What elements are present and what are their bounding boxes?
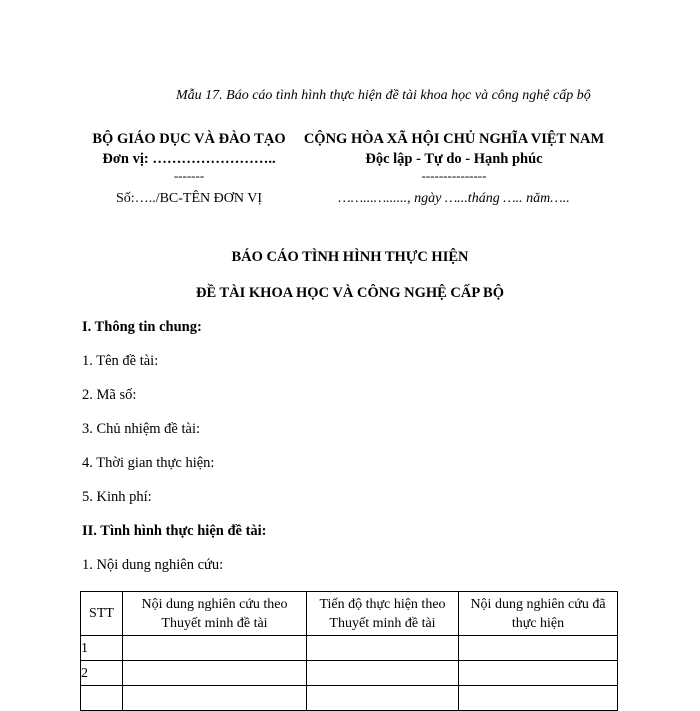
table-row (81, 686, 618, 711)
table-cell (123, 636, 307, 661)
unit-line: Đơn vị: …………………….. (102, 151, 276, 167)
document-number: Số:…../BC-TÊN ĐƠN VỊ (116, 191, 262, 206)
ministry-name: BỘ GIÁO DỤC VÀ ĐÀO TẠO (92, 131, 286, 147)
section1-heading: I. Thông tin chung: (82, 319, 202, 335)
header-left-divider: ------- (173, 168, 205, 183)
table-row (81, 661, 618, 686)
nation-name: CỘNG HÒA XÃ HỘI CHỦ NGHĨA VIỆT NAM (303, 131, 605, 147)
table-header-row (81, 592, 618, 636)
table-cell (459, 686, 618, 711)
table-row (81, 636, 618, 661)
col-header-stt: STT (81, 592, 123, 636)
section2-heading: II. Tình hình thực hiện đề tài: (82, 523, 267, 539)
col-header-completed-content: Nội dung nghiên cứu đã thực hiện (459, 592, 618, 636)
form-label: Mẫu 17. Báo cáo tình hình thực hiện đề tài khoa học và công nghệ cấp bộ (176, 88, 591, 103)
motto: Độc lập - Tự do - Hạnh phúc (365, 151, 543, 167)
item-code: 2. Mã số: (82, 387, 137, 403)
table-cell (307, 661, 459, 686)
header-left (84, 129, 294, 183)
item-lead: 3. Chủ nhiệm đề tài: (82, 421, 200, 437)
item-research-content: 1. Nội dung nghiên cứu: (82, 557, 224, 573)
table-cell (81, 686, 123, 711)
table-cell (307, 636, 459, 661)
item-topic-name: 1. Tên đề tài: (82, 353, 159, 369)
col-header-planned-progress: Tiến độ thực hiện theo Thuyết minh đề tài (307, 592, 459, 636)
table-cell: 1 (81, 636, 123, 661)
document-date: ……...…......, ngày …...tháng ….. năm….. (338, 191, 570, 206)
report-title-line2: ĐỀ TÀI KHOA HỌC VÀ CÔNG NGHỆ CẤP BỘ (195, 285, 505, 301)
header-right (294, 129, 614, 183)
col-header-planned-content: Nội dung nghiên cứu theo Thuyết minh đề tài (123, 592, 307, 636)
table-cell: 2 (81, 661, 123, 686)
header-right-divider: --------------- (421, 168, 487, 183)
table-cell (459, 661, 618, 686)
table-cell (123, 661, 307, 686)
item-duration: 4. Thời gian thực hiện: (82, 455, 215, 471)
progress-table (80, 591, 618, 711)
item-budget: 5. Kinh phí: (82, 489, 152, 505)
report-title-line1: BÁO CÁO TÌNH HÌNH THỰC HIỆN (231, 249, 469, 265)
table-cell (307, 686, 459, 711)
table-cell (123, 686, 307, 711)
table-cell (459, 636, 618, 661)
